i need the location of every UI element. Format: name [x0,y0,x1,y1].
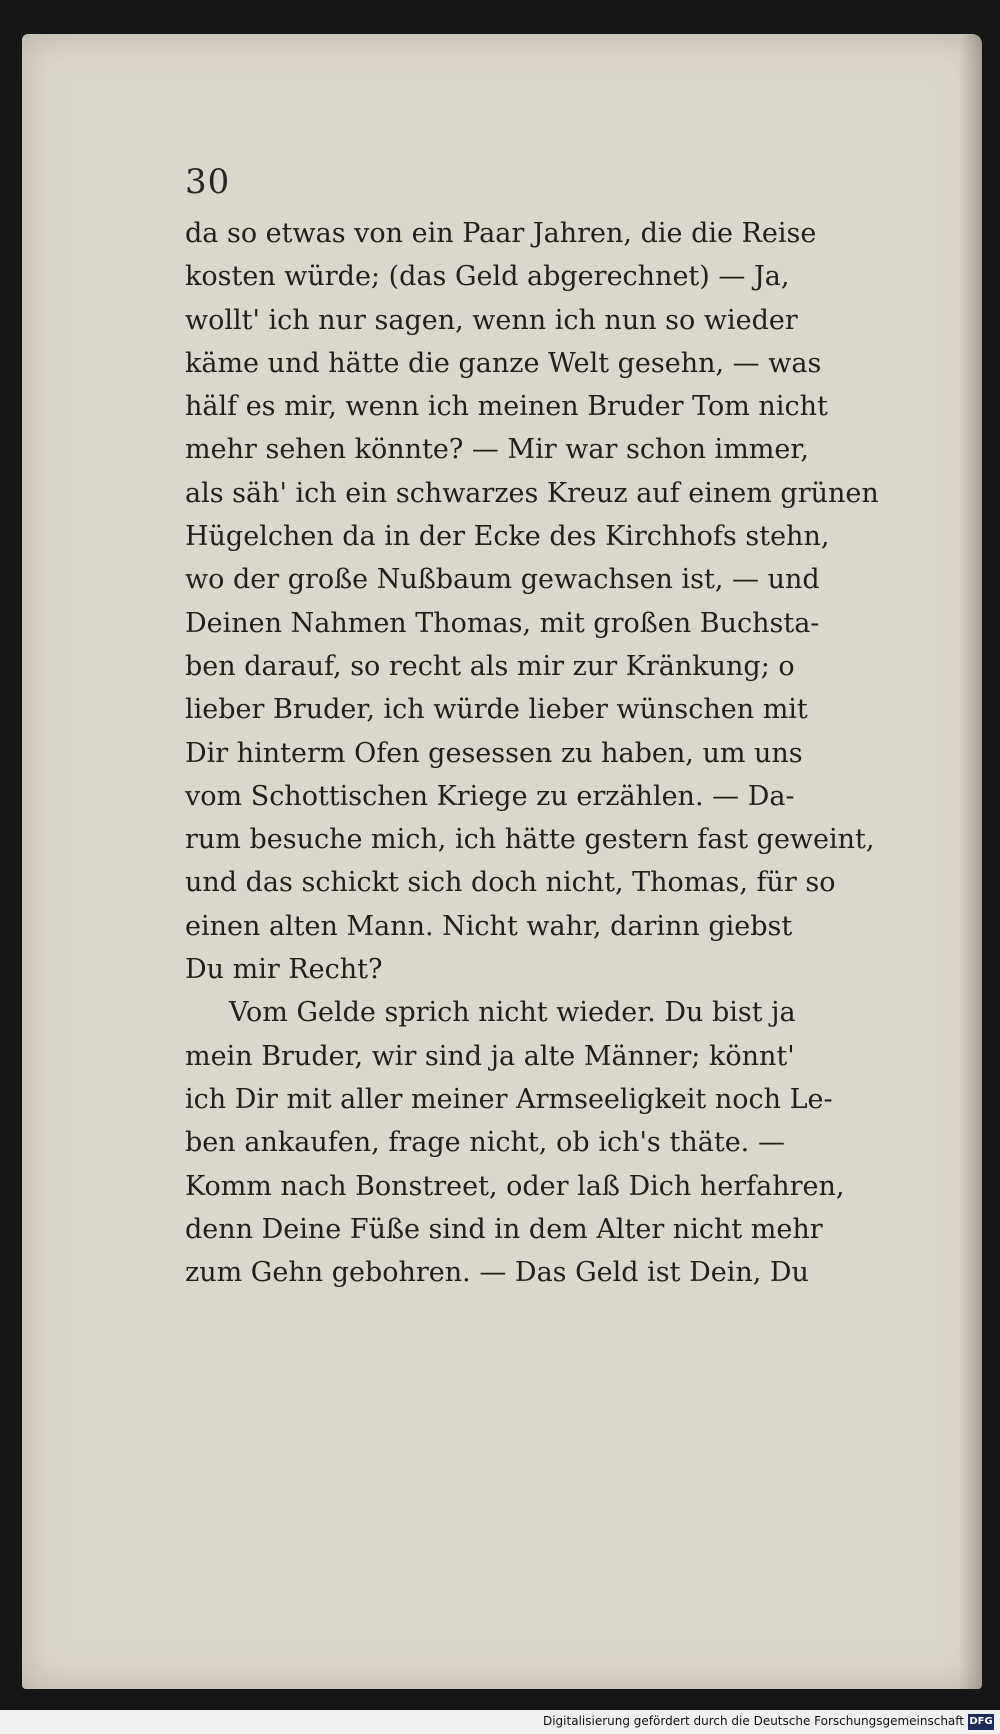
text-line: ich Dir mit aller meiner Armseeligkeit noch Le- [185,1083,833,1115]
text-line: als säh' ich ein schwarzes Kreuz auf einem grünen [185,477,879,509]
text-line: und das schickt sich doch nicht, Thomas, für so [185,867,836,899]
text-line: mein Bruder, wir sind ja alte Männer; könnt' [185,1040,795,1072]
text-line: wo der große Nußbaum gewachsen ist, — und [185,564,820,596]
page-text [185,212,879,1294]
text-line: Komm nach Bonstreet, oder laß Dich herfahren, [185,1170,845,1202]
text-line: Vom Gelde sprich nicht wieder. Du bist ja [229,997,796,1029]
footer-bar [0,1710,1000,1734]
text-line: wollt' ich nur sagen, wenn ich nun so wieder [185,304,798,336]
text-line: Du mir Recht? [185,954,383,986]
text-line: lieber Bruder, ich würde lieber wünschen mit [185,694,808,726]
text-line: Hügelchen da in der Ecke des Kirchhofs stehn, [185,521,830,553]
text-line: mehr sehen könnte? — Mir war schon immer, [185,434,809,466]
funding-credit: Digitalisierung gefördert durch die Deutsche Forschungsgemeinschaft [542,1714,964,1728]
page-number: 30 [185,162,231,202]
text-line: zum Gehn gebohren. — Das Geld ist Dein, Du [185,1257,809,1289]
page-edge-shadow [960,34,982,1689]
text-line: Dir hinterm Ofen gesessen zu haben, um uns [185,737,803,769]
text-line: einen alten Mann. Nicht wahr, darinn giebst [185,910,793,942]
text-line: ben ankaufen, frage nicht, ob ich's thäte. — [185,1127,785,1159]
text-line: da so etwas von ein Paar Jahren, die die Reise [185,218,817,249]
text-line: rum besuche mich, ich hätte gestern fast geweint, [185,824,875,856]
text-line: denn Deine Füße sind in dem Alter nicht mehr [185,1213,823,1245]
text-line: hälf es mir, wenn ich meinen Bruder Tom nicht [185,391,828,423]
text-line: käme und hätte die ganze Welt gesehn, — was [185,347,822,379]
dfg-logo: DFG [968,1714,994,1730]
text-line: kosten würde; (das Geld abgerechnet) — Ja, [185,261,790,293]
text-line: vom Schottischen Kriege zu erzählen. — Da- [185,780,795,812]
text-line: Deinen Nahmen Thomas, mit großen Buchsta- [185,607,820,639]
text-line: ben darauf, so recht als mir zur Kränkung; o [185,650,795,682]
